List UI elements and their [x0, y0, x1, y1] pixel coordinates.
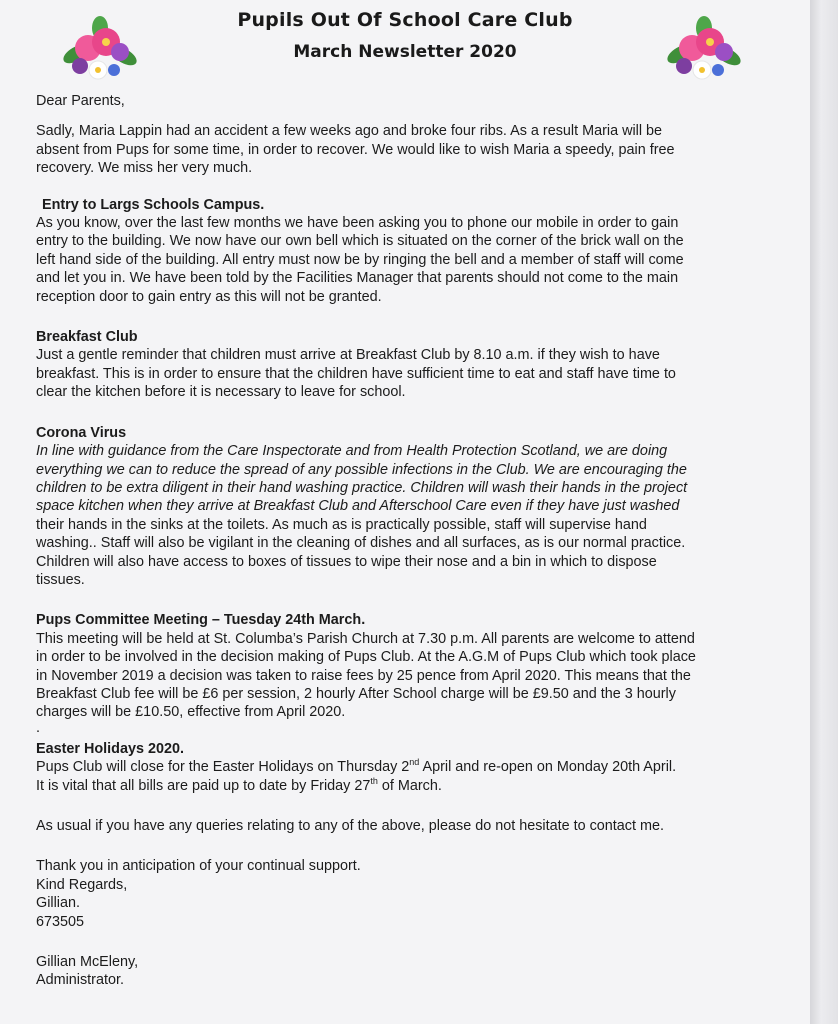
section-line: clear the kitchen before it is necessary to leave for school. — [36, 384, 406, 401]
section-line: As you know, over the last few months we have been asking you to phone our mobile in order to gain — [36, 215, 679, 232]
intro-paragraph — [36, 122, 776, 177]
section-line: children to be extra diligent in their hand washing practice. Children will wash their hands in the project — [36, 479, 688, 496]
section-line: in order to be involved in the decision making of Pups Club. At the A.G.M of Pups Club which took place — [36, 649, 696, 666]
salutation: Dear Parents, — [36, 93, 125, 109]
easter-text: of March. — [377, 777, 442, 794]
section-line: This meeting will be held at St. Columba’s Parish Church at 7.30 p.m. All parents are welcome to attend — [36, 630, 695, 647]
easter-text: Pups Club will close for the Easter Holidays on Thursday 2 — [36, 759, 410, 776]
section-heading: Breakfast Club — [36, 329, 138, 346]
section-line: their hands in the sinks at the toilets. As much as is practically possible, staff will supervise hand — [36, 516, 647, 533]
section-line: in November 2019 a decision was taken to raise fees by 25 pence from April 2020. This means that the — [36, 667, 691, 684]
signature-block — [36, 953, 776, 990]
ordinal-suffix: nd — [409, 757, 420, 768]
breakfast-section — [36, 328, 776, 402]
entry-section — [36, 196, 776, 306]
section-heading: Pups Committee Meeting – Tuesday 24th March. — [36, 612, 366, 629]
stray-mark: . — [36, 719, 40, 736]
section-line: Just a gentle reminder that children must arrive at Breakfast Club by 8.10 a.m. if they wish to have — [36, 347, 660, 364]
intro-line: Sadly, Maria Lappin had an accident a few weeks ago and broke four ribs. As a result Maria will be — [36, 123, 663, 140]
section-line: Children will also have access to boxes of tissues to wipe their nose and a bin in which to dispose — [36, 553, 657, 570]
signatory-name: Gillian McEleny, — [36, 954, 139, 971]
corona-section — [36, 424, 776, 590]
closing-line: Gillian. — [36, 895, 80, 912]
section-line: space kitchen when they arrive at Breakfast Club and Afterschool Care even if they have just washed — [36, 498, 680, 515]
queries-line: As usual if you have any queries relating to any of the above, please do not hesitate to contact me. — [36, 818, 664, 834]
newsletter-subtitle: March Newsletter 2020 — [293, 42, 517, 62]
phone-number: 673505 — [36, 913, 85, 930]
easter-text: April and re-open on Monday 20th April. — [419, 759, 677, 776]
section-line: charges will be £10.50, effective from April 2020. — [36, 704, 346, 721]
section-heading: Entry to Largs Schools Campus. — [42, 196, 265, 213]
closing-line: Thank you in anticipation of your continual support. — [36, 858, 361, 875]
section-line: In line with guidance from the Care Inspectorate and from Health Protection Scotland, we are doing — [36, 443, 668, 460]
intro-line: recovery. We miss her very much. — [36, 160, 253, 177]
easter-line — [36, 777, 776, 795]
section-heading: Easter Holidays 2020. — [36, 740, 184, 757]
section-line: left hand side of the building. All entry must now be by ringing the bell and a member of staff will come — [36, 251, 684, 268]
letter-body — [36, 92, 776, 990]
section-line: entry to the building. We now have our own bell which is situated on the corner of the brick wall on the — [36, 233, 684, 250]
committee-section — [36, 611, 776, 739]
intro-line: absent from Pups for some time, in order to recover. We would like to wish Maria a speedy, pain free — [36, 141, 675, 158]
closing-line: Kind Regards, — [36, 876, 128, 893]
ordinal-suffix: th — [370, 775, 378, 786]
section-line: breakfast. This is in order to ensure that the children have sufficient time to eat and staff have time to — [36, 365, 676, 382]
section-line: Breakfast Club fee will be £6 per session, 2 hourly After School charge will be £9.50 and the 3 hourly — [36, 685, 676, 702]
page-edge — [810, 0, 838, 1024]
easter-text: It is vital that all bills are paid up to date by Friday 27 — [36, 777, 371, 794]
easter-line — [36, 758, 776, 776]
signatory-role: Administrator. — [36, 972, 124, 989]
easter-section — [36, 740, 776, 795]
section-heading: Corona Virus — [36, 424, 127, 441]
newsletter-title: Pupils Out Of School Care Club — [237, 9, 573, 31]
section-line: and let you in. We have been told by the Facilities Manager that parents should not come to the main — [36, 270, 679, 287]
section-line: reception door to gain entry as this will not be granted. — [36, 288, 382, 305]
closing-block — [36, 857, 776, 931]
section-line: tissues. — [36, 571, 85, 588]
section-line: washing.. Staff will also be vigilant in the cleaning of dishes and all surfaces, as is our normal practice. — [36, 535, 686, 552]
section-line: everything we can to reduce the spread of any possible infections in the Club. We are encouraging the — [36, 461, 687, 478]
